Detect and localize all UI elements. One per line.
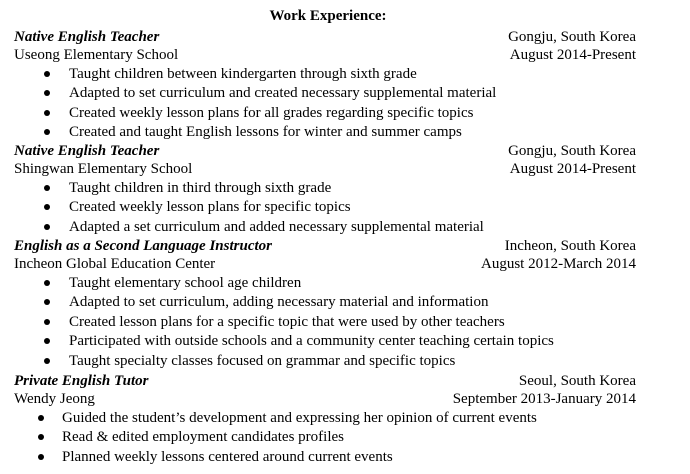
bullet-text: Taught children between kindergarten through sixth grade	[69, 66, 417, 82]
job-employer-row	[14, 46, 636, 64]
job-location: Gongju, South Korea	[508, 29, 636, 45]
bullet-text: Created lesson plans for a specific topic that were used by other teachers	[69, 313, 505, 330]
bullet-dot-icon	[38, 415, 44, 421]
bullet-text: Adapted to set curriculum, adding necessary material and information	[69, 294, 489, 311]
bullet-dot-icon	[44, 280, 50, 286]
job-employer: Shingwan Elementary School	[14, 161, 193, 177]
bullet-text: Read & edited employment candidates profiles	[62, 429, 344, 446]
job-header-row	[14, 28, 636, 46]
job-dates: August 2014-Present	[509, 47, 636, 63]
bullet-text: Planned weekly lessons centered around current events	[62, 448, 393, 465]
bullet-text: Guided the student’s development and expressing her opinion of current events	[62, 410, 537, 426]
job-location: Gongju, South Korea	[508, 143, 636, 159]
job-employer-row	[14, 160, 636, 178]
bullet-text: Adapted a set curriculum and added necessary supplemental material	[69, 218, 484, 235]
job-employer: Useong Elementary School	[14, 47, 179, 63]
bullet-dot-icon	[44, 110, 50, 116]
bullet-dot-icon	[44, 129, 50, 135]
job-title: English as a Second Language Instructor	[14, 238, 272, 254]
job-dates: August 2014-Present	[509, 161, 636, 177]
bullet-text: Created weekly lesson plans for all grades regarding specific topics	[69, 104, 474, 121]
job-dates: August 2012-March 2014	[481, 256, 636, 272]
bullet-text: Taught elementary school age children	[69, 275, 302, 291]
bullet-dot-icon	[44, 90, 50, 96]
job-employer: Incheon Global Education Center	[14, 256, 216, 272]
bullet-text: Taught children in third through sixth grade	[69, 180, 332, 196]
section-title: Work Experience:	[269, 8, 387, 24]
job-location: Incheon, South Korea	[504, 238, 636, 254]
bullet-dot-icon	[44, 319, 50, 325]
bullet-dot-icon	[38, 454, 44, 460]
bullet-dot-icon	[44, 71, 50, 77]
bullet-text: Participated with outside schools and a community center teaching certain topics	[69, 333, 554, 350]
bullet-text: Created and taught English lessons for winter and summer camps	[69, 124, 462, 141]
job-header-row	[14, 237, 636, 255]
bullet-text: Adapted to set curriculum and created necessary supplemental material	[69, 85, 497, 102]
bullet-dot-icon	[44, 224, 50, 230]
bullet-dot-icon	[44, 185, 50, 191]
job-employer-row	[14, 255, 636, 273]
job-title: Private English Tutor	[14, 373, 149, 389]
bullet-dot-icon	[44, 204, 50, 210]
job-header-row	[14, 142, 636, 160]
job-dates: September 2013-January 2014	[452, 391, 636, 407]
bullet-text: Created weekly lesson plans for specific topics	[69, 199, 351, 216]
job-location: Seoul, South Korea	[518, 373, 636, 389]
bullet-dot-icon	[44, 358, 50, 364]
job-employer-row	[14, 390, 636, 408]
job-employer: Wendy Jeong	[14, 391, 95, 407]
job-header-row	[14, 372, 636, 390]
job-title: Native English Teacher	[14, 29, 160, 45]
job-title: Native English Teacher	[14, 143, 160, 159]
bullet-dot-icon	[38, 434, 44, 440]
bullet-text: Taught specialty classes focused on grammar and specific topics	[69, 352, 456, 369]
bullet-dot-icon	[44, 299, 50, 305]
bullet-dot-icon	[44, 338, 50, 344]
